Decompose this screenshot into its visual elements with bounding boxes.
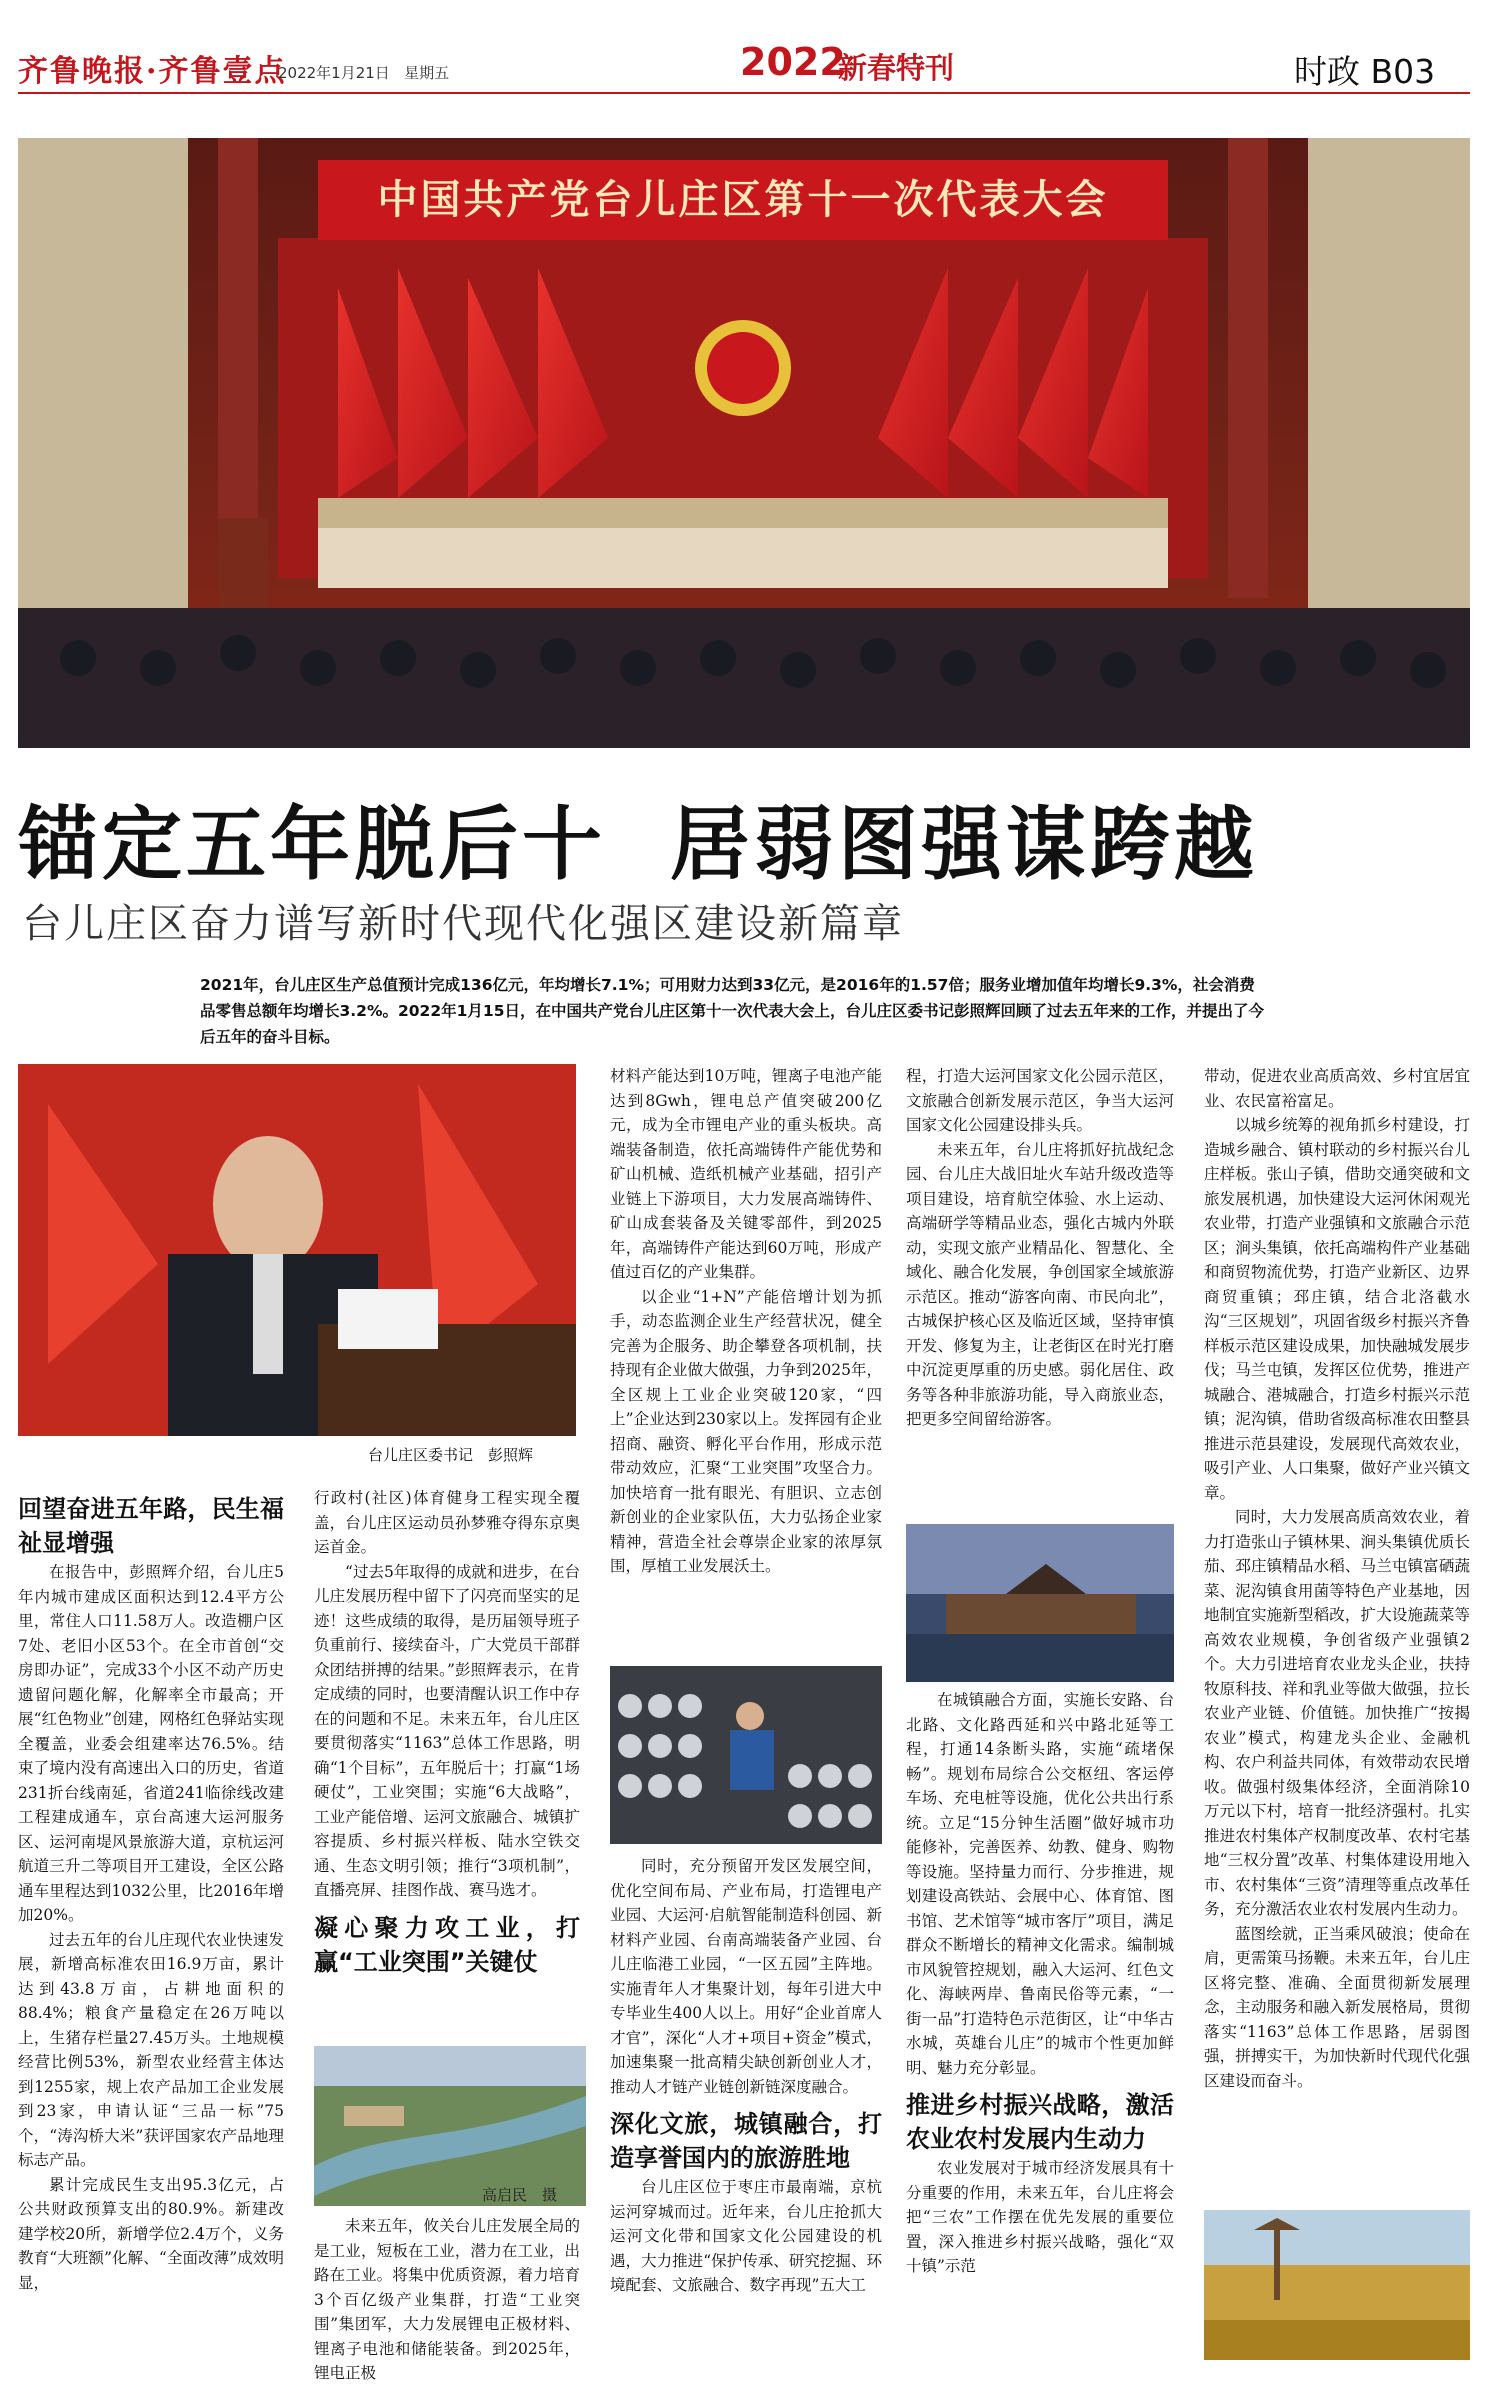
col3-paragraph: 台儿庄区位于枣庄市最南端，京杭运河穿城而过。近年来，台儿庄抢抓大运河文化带和国家文化公园建设的机遇，大力推进“保护传承、研究挖掘、环境配套、文旅融合、数字再现”五大工 bbox=[610, 2178, 882, 2294]
col5-paragraph: 带动，促进农业高质高效、乡村宜居宜业、农民富裕富足。 bbox=[1204, 1067, 1470, 1110]
section-name: 时政 bbox=[1294, 52, 1360, 91]
col1-paragraph: 过去五年的台儿庄现代农业快速发展，新增高标准农田16.9万亩，累计达到43.8万亩，占耕地面积的88.4%；粮食产量稳定在26万吨以上，生猪存栏量27.45万头。土地规模经营比例53%，新型农业经营主体达到1255家，规上农产品加工企业发展到23家，申请认证“三品一标”75个，“涛沟桥大米”获评国家农产品地理标志产品。 bbox=[18, 1930, 284, 2169]
issue-date bbox=[278, 62, 449, 83]
header-divider bbox=[18, 92, 1470, 94]
masthead-logo: 齐鲁晚报·齐鲁壹点 bbox=[18, 54, 287, 89]
speaker-illustration bbox=[18, 1064, 576, 1436]
lead-paragraph: 2021年，台儿庄区生产总值预计完成136亿元，年均增长7.1%；可用财力达到33亿元，是2016年的1.57倍；服务业增加值年均增长9.3%，社会消费品零售总额年均增长3.2%。2022年1月15日，在中国共产党台儿庄区第十一次代表大会上，台儿庄区委书记彭照辉回顾了过去五年来的工作，并提出了今后五年的奋斗目标。 bbox=[200, 976, 1264, 1046]
headline-part1: 锚定五年脱后十 bbox=[18, 797, 606, 891]
weekday-text: 星期五 bbox=[404, 64, 450, 82]
section-label bbox=[1294, 46, 1435, 93]
col5-paragraph: 同时，大力发展高质高效农业，着力打造张山子镇林果、涧头集镇优质长茄、邳庄镇精品水稻、马兰屯镇富硒蔬菜、泥沟镇食用菌等特色产业基地，因地制宜实施新型稻改，扩大设施蔬菜等高效农业规模，争创省级产业强镇2个。大力引进培育农业龙头企业，扶持牧原科技、祥和乳业等做大做强，拉长农业产业链、价值链。加快推广“按揭农业”模式，构建龙头企业、金融机构、农户利益共同体，有效带动农民增收。做强村级集体经济，全面消除10万元以下村，培育一批经济强村。扎实推进农村集体产权制度改革、农村宅基地“三权分置”改革、村集体建设用地入市、农村集体“三资”清理等重点改革任务，充分激活农业农村发展内生动力。 bbox=[1204, 1508, 1470, 1918]
page-number: B03 bbox=[1370, 52, 1436, 91]
col4-paragraph: 程，打造大运河国家文化公园示范区，文旅融合创新发展示范区，争当大运河国家文化公园建设排头兵。 bbox=[906, 1067, 1174, 1134]
column-1 bbox=[18, 1492, 284, 2295]
special-edition-title: 新春特刊 bbox=[838, 51, 955, 85]
ancient-town-photo bbox=[906, 1524, 1174, 1682]
congress-hall-photo bbox=[18, 138, 1470, 748]
col3-heading: 深化文旅，城镇融合，打造享誉国内的旅游胜地 bbox=[610, 2110, 882, 2172]
col2-paragraph: 未来五年，攸关台儿庄发展全局的是工业，短板在工业，潜力在工业，出路在工业。将集中优质资源，着力培育3个百亿级产业集群，打造“工业突围”集团军，大力发展锂电正极材料、锂离子电池和储能装备。到2025年，锂电正极 bbox=[314, 2217, 580, 2382]
river-photo bbox=[314, 2046, 586, 2206]
factory-illustration bbox=[610, 1666, 882, 1844]
column-2-cont bbox=[314, 2214, 580, 2386]
col5-paragraph: 以城乡统筹的视角抓乡村建设，打造城乡融合、镇村联动的乡村振兴台儿庄样板。张山子镇，借助交通突破和文旅发展机遇，加快建设大运河休闲观光农业带，打造产业强镇和文旅融合示范区；涧头集镇，依托高端构件产业基础和商贸物流优势，打造产业新区、边界商贸重镇；邳庄镇，结合北洛截水沟“三区规划”，巩固省级乡村振兴齐鲁样板示范区建设成果，加快融城发展步伐；马兰屯镇，发挥区位优势，推进产城融合、港城融合，打造乡村振兴示范镇；泥沟镇，借助省级高标准农田整县推进示范县建设，发展现代高效农业，吸引产业、人口集聚，做好产业兴镇文章。 bbox=[1204, 1116, 1470, 1502]
farmland-illustration bbox=[1204, 2210, 1470, 2360]
column-4 bbox=[906, 1064, 1174, 1432]
column-2 bbox=[314, 1486, 580, 1979]
farmland-photo bbox=[1204, 2210, 1470, 2360]
col4-paragraph: 未来五年，台儿庄将抓好抗战纪念园、台儿庄大战旧址火车站升级改造等项目建设，培育航空体验、水上运动、高端研学等精品业态，强化古城内外联动，实现文旅产业精品化、智慧化、全域化、融合化发展，争创国家全域旅游示范区。推动“游客向南、市民向北”，古城保护核心区及临近区域，坚持审慎开发、修复为主，让老街区在时光打磨中沉淀更厚重的历史感。弱化居住、政务等各种非旅游功能，导入商旅业态，把更多空间留给游客。 bbox=[906, 1140, 1174, 1428]
headline bbox=[18, 780, 1258, 895]
col5-paragraph: 蓝图绘就，正当乘风破浪；使命在肩，更需策马扬鞭。未来五年，台儿庄区将完整、准确、全面贯彻新发展理念，主动服务和融入新发展格局，贯彻落实“1163”总体工作思路，居弱图强，拼搏实干，为加快新时代现代化强区建设而奋斗。 bbox=[1204, 1924, 1470, 2090]
ancient-town-illustration bbox=[906, 1524, 1174, 1682]
factory-photo bbox=[610, 1666, 882, 1844]
column-3 bbox=[610, 1064, 882, 1579]
col4-heading: 推进乡村振兴战略，激活农业农村发展内生动力 bbox=[906, 2091, 1174, 2153]
headline-part2: 居弱图强谋跨越 bbox=[669, 797, 1258, 891]
river-illustration bbox=[314, 2046, 586, 2206]
portrait-caption: 台儿庄区委书记 彭照辉 bbox=[368, 1446, 534, 1464]
col3-paragraph: 以企业“1+N”产能倍增计划为抓手，动态监测企业生产经营状况，健全完善为企服务、助企攀登各项机制，扶持现有企业做大做强，力争到2025年，全区规上工业企业突破120家，“四上”企业达到230家以上。发挥园有企业招商、融资、孵化平台作用，形成示范带动效应，汇聚“工业突围”攻坚合力。加快培育一批有眼光、有胆识、立志创新创业的企业家队伍，大力弘扬企业家精神，营造全社会尊崇企业家的浓厚氛围，厚植工业发展沃土。 bbox=[610, 1287, 882, 1575]
col1-heading: 回望奋进五年路，民生福祉显增强 bbox=[18, 1495, 284, 1557]
congress-banner: 中国共产党台儿庄区第十一次代表大会 bbox=[318, 160, 1168, 240]
col1-paragraph: 在报告中，彭照辉介绍，台儿庄5年内城市建成区面积达到12.4平方公里，常住人口11.58万人。改造棚户区7处、老旧小区53个。在全市首创“交房即办证”，完成33个小区不动产历史遗留问题化解，化解率全市最高；开展“红色物业”创建，网格红色驿站实现全覆盖，业委会组建率达76.5%。结束了境内没有高速出入口的历史，省道231折台线南延，省道241临徐线改建工程建成通车，京台高速大运河服务区、运河南堤风景旅游大道，京杭运河航道三升二等项目开工建设，全区公路通车里程达到1032公里，比2016年增加20%。 bbox=[18, 1563, 284, 1924]
col3-paragraph: 材料产能达到10万吨，锂离子电池产能达到8Gwh，锂电总产值突破200亿元，成为全市锂电产业的重头板块。高端装备制造，依托高端铸件产能优势和矿山机械、造纸机械产业基础，招引产业链上下游项目，大力发展高端铸件、矿山成套装备及关键零部件，到2025年，高端铸件产能达到60万吨，形成产值过百亿的产业集群。 bbox=[610, 1067, 882, 1281]
column-4-cont bbox=[906, 1688, 1174, 2279]
portrait-photo bbox=[18, 1064, 576, 1436]
date-text: 2022年1月21日 bbox=[278, 64, 390, 82]
special-year: 2022 bbox=[740, 40, 846, 84]
col2-heading: 凝心聚力攻工业，打赢“工业突围”关键仗 bbox=[314, 1913, 580, 1976]
col2-paragraph: 行政村(社区)体育健身工程实现全覆盖，台儿庄区运动员孙梦雅夺得东京奥运首金。 bbox=[314, 1489, 580, 1556]
river-photo-credit: 高启民 摄 bbox=[482, 2186, 558, 2204]
col1-paragraph: 累计完成民生支出95.3亿元，占公共财政预算支出的80.9%。新建改建学校20所，新增学位2.4万个，义务教育“大班额”化解、“全面改薄”成效明显， bbox=[18, 2175, 284, 2292]
col4-paragraph: 在城镇融合方面，实施长安路、台北路、文化路西延和兴中路北延等工程，打通14条断头路，实施“疏堵保畅”。规划布局综合公交枢纽、客运停车场、充电桩等设施，优化公共出行系统。立足“15分钟生活圈”做好城市功能修补，完善医养、幼教、健身、购物等设施。坚持量力而行、分步推进，规划建设高铁站、会展中心、体育馆、图书馆、艺术馆等“城市客厅”项目，满足群众不断增长的精神文化需求。编制城市风貌管控规划，融入大运河、红色文化、海峡两岸、鲁南民俗等元素，“一街一品”打造特色示范街区，让“中华古水城，英雄台儿庄”的城市个性更加鲜明、魅力充分彰显。 bbox=[906, 1691, 1174, 2077]
column-3-cont bbox=[610, 1854, 882, 2298]
col3-paragraph: 同时，充分预留开发区发展空间，优化空间布局、产业布局，打造锂电产业园、大运河·启航智能制造科创园、新材料产业园、台南高端装备产业园、台儿庄临港工业园，“一区五园”主阵地。实施青年人才集聚计划，每年引进大中专毕业生400人以上。用好“企业首席人才官”，深化“人才+项目+资金”模式，加速集聚一批高精尖缺创新创业人才，推动人才链产业链创新链深度融合。 bbox=[610, 1857, 882, 2096]
col2-paragraph: “过去5年取得的成就和进步，在台儿庄发展历程中留下了闪亮而坚实的足迹！这些成绩的取得，是历届领导班子负重前行、接续奋斗，广大党员干部群众团结拼搏的结果。”彭照辉表示，在肯定成绩的同时，也要清醒认识工作中存在的问题和不足。未来五年，台儿庄区要贯彻落实“1163”总体工作思路，明确“1个目标”，五年脱后十；打赢“1场硬仗”，工业突围；实施“6大战略”，工业产能倍增、运河文旅融合、城镇扩容提质、乡村振兴样板、陆水空铁交通、生态文明引领；推行“3项机制”，直播亮屏、挂图作战、赛马选才。 bbox=[314, 1562, 580, 1899]
col4-paragraph: 农业发展对于城市经济发展具有十分重要的作用，未来五年，台儿庄将会把“三农”工作摆在优先发展的重要位置，深入推进乡村振兴战略，强化“双十镇”示范 bbox=[906, 2159, 1174, 2275]
column-5 bbox=[1204, 1064, 1470, 2093]
subheadline: 台儿庄区奋力谱写新时代现代化强区建设新篇章 bbox=[22, 901, 904, 947]
